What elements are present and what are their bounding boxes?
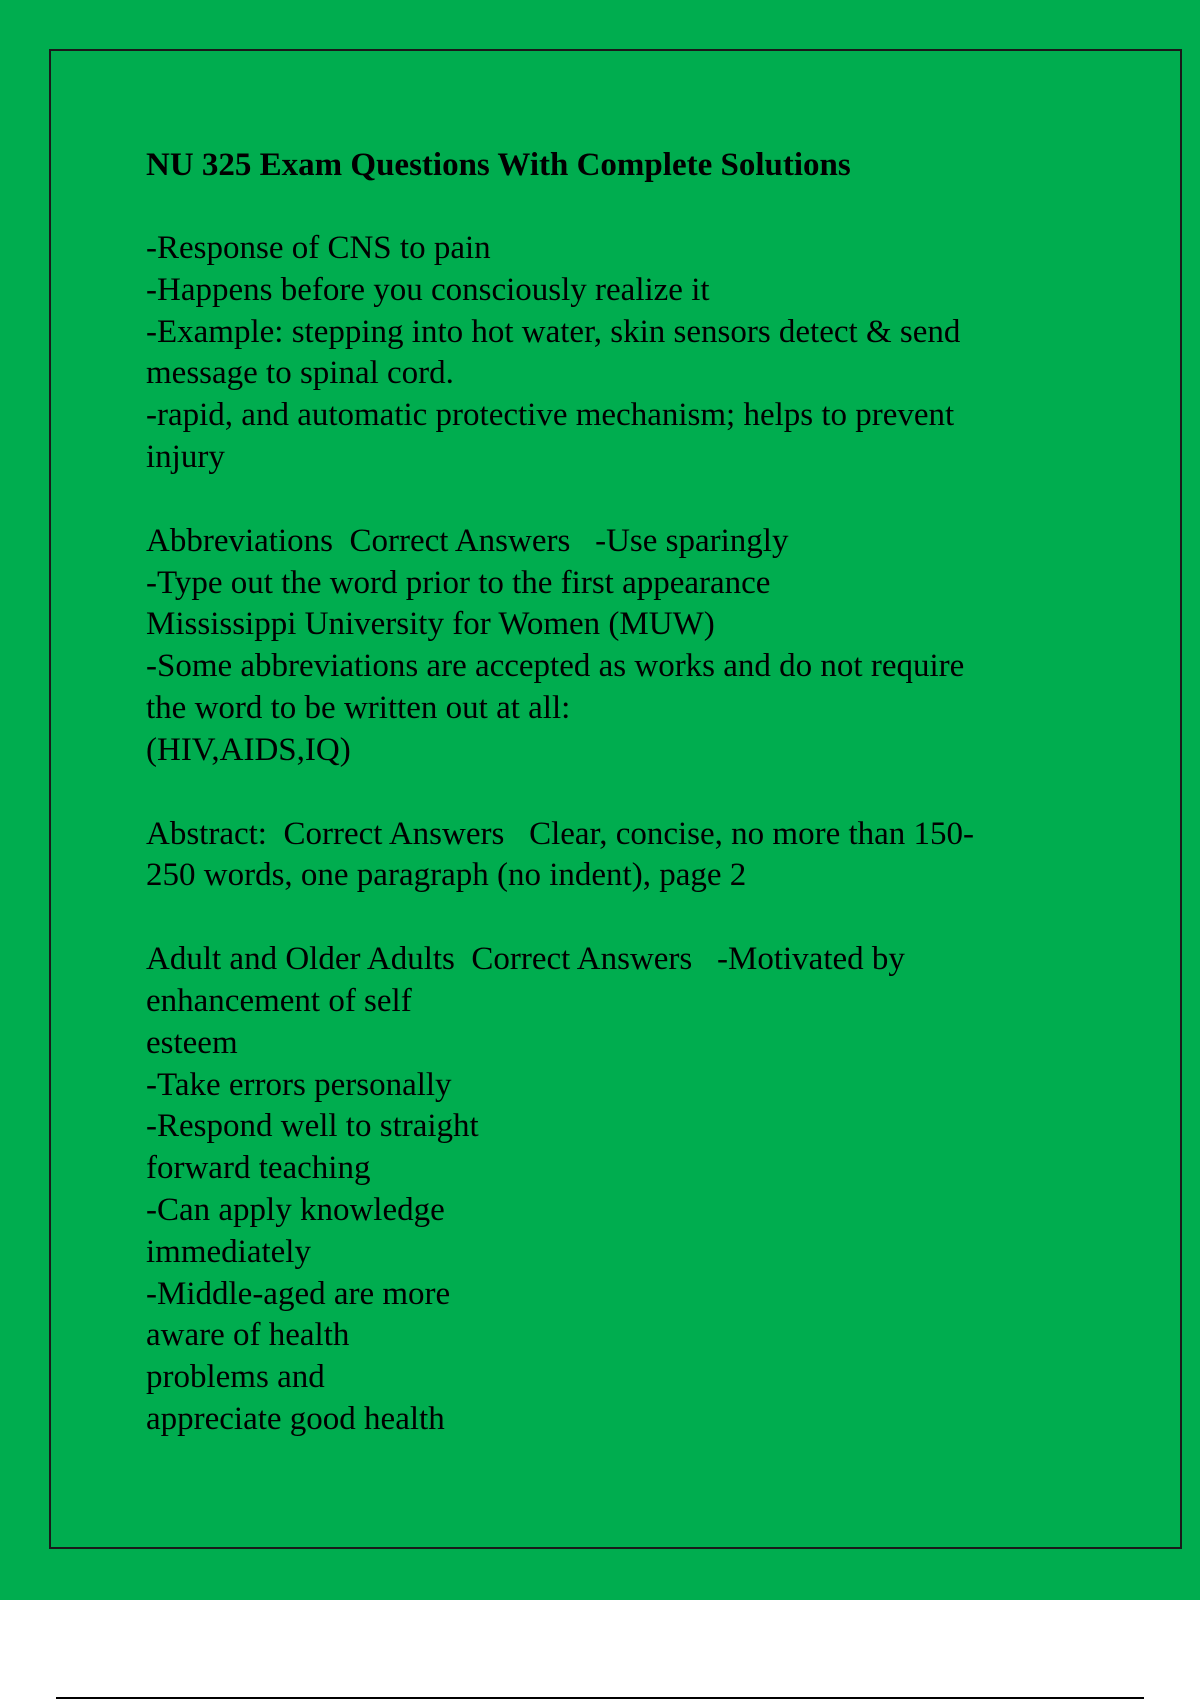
- text-line: esteem: [146, 1024, 238, 1061]
- text-line: Abbreviations Correct Answers -Use sparingly: [146, 522, 789, 559]
- text-line: Abstract: Correct Answers Clear, concise, no more than 150-: [146, 815, 975, 852]
- section-cns-pain-response: [146, 228, 1086, 479]
- text-line: forward teaching: [146, 1150, 371, 1187]
- text-line: the word to be written out at all:: [146, 689, 571, 726]
- text-line: aware of health: [146, 1317, 350, 1354]
- text-line: -Take errors personally: [146, 1066, 452, 1103]
- section-abbreviations: [146, 521, 1086, 772]
- document-body: [146, 144, 1086, 1483]
- text-line: -Some abbreviations are accepted as works and do not require: [146, 648, 965, 685]
- footer-divider: [56, 1697, 1144, 1699]
- text-line: -Example: stepping into hot water, skin sensors detect & send: [146, 313, 961, 350]
- text-line: enhancement of self: [146, 982, 412, 1019]
- text-line: Adult and Older Adults Correct Answers -Motivated by: [146, 941, 905, 978]
- text-line: -Response of CNS to pain: [146, 230, 491, 266]
- text-line: immediately: [146, 1233, 311, 1270]
- text-line: -Can apply knowledge: [146, 1191, 445, 1228]
- text-line: -Middle-aged are more: [146, 1275, 451, 1312]
- text-line: -rapid, and automatic protective mechanism; helps to prevent: [146, 397, 955, 434]
- text-line: 250 words, one paragraph (no indent), page 2: [146, 857, 747, 894]
- text-line: problems and: [146, 1359, 325, 1396]
- text-line: injury: [146, 438, 225, 475]
- text-line: Mississippi University for Women (MUW): [146, 606, 715, 643]
- text-line: -Happens before you consciously realize it: [146, 271, 710, 308]
- text-line: message to spinal cord.: [146, 355, 454, 392]
- text-line: -Type out the word prior to the first appearance: [146, 564, 771, 601]
- text-line: appreciate good health: [146, 1400, 445, 1437]
- document-title: NU 325 Exam Questions With Complete Solutions: [146, 147, 851, 183]
- text-line: (HIV,AIDS,IQ): [146, 731, 351, 768]
- section-adult-older-adults: [146, 939, 1086, 1441]
- text-line: -Respond well to straight: [146, 1108, 479, 1145]
- section-abstract: [146, 814, 1086, 898]
